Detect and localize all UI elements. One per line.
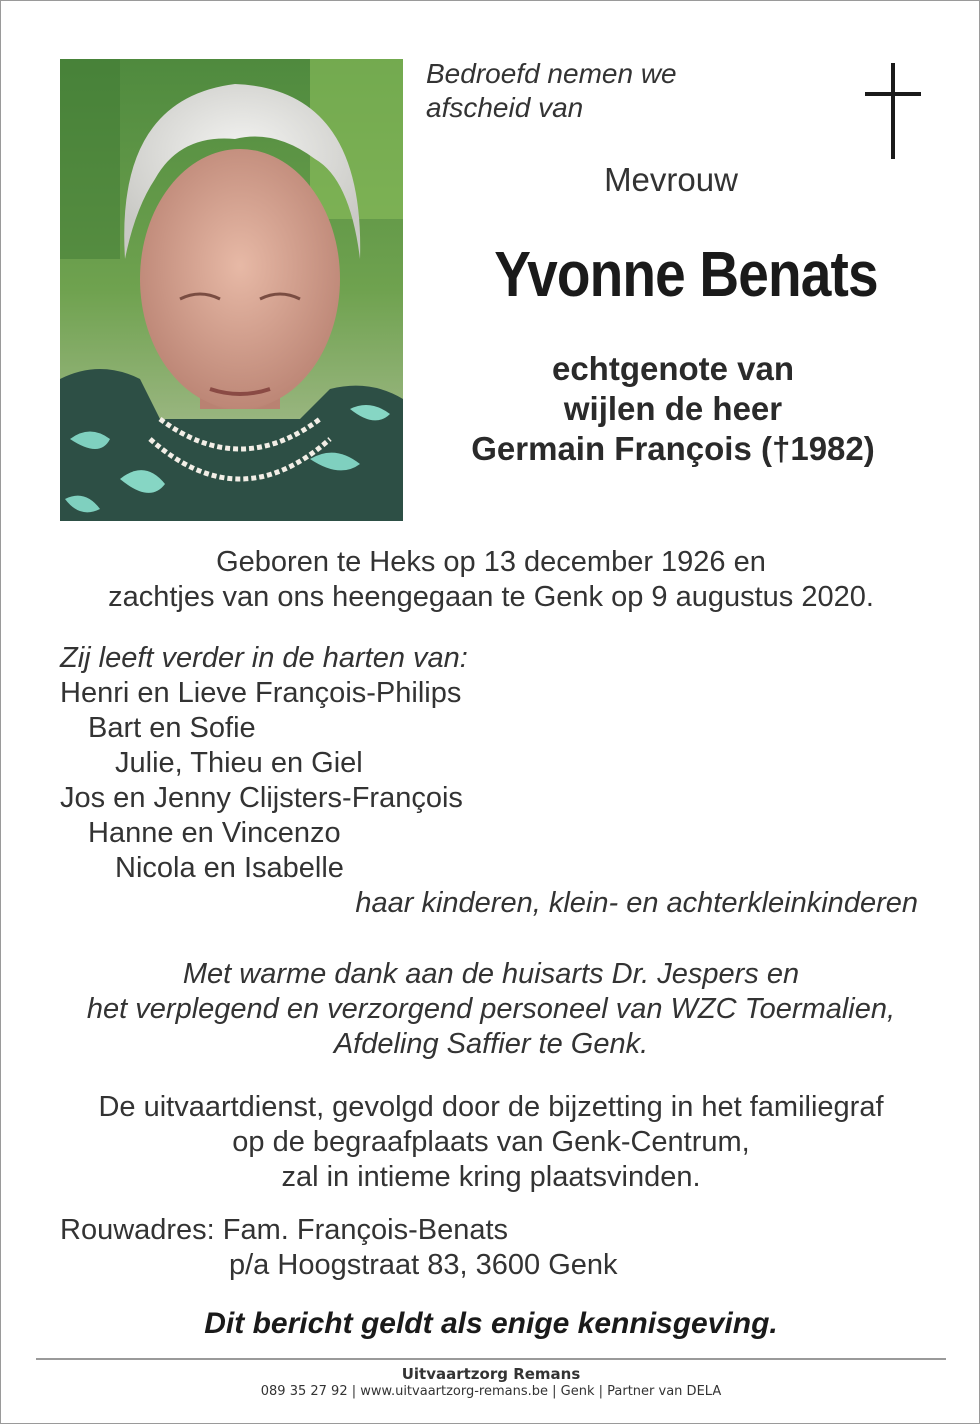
birth-line: Geboren te Heks op 13 december 1926 en <box>216 546 766 578</box>
portrait-image <box>60 59 403 521</box>
footer-divider <box>36 1358 946 1360</box>
notice-text: Dit bericht geldt als enige kennisgeving. <box>204 1307 778 1340</box>
death-line: zachtjes van ons heengegaan te Genk op 9 augustus 2020. <box>108 581 874 613</box>
thanks-line: het verplegend en verzorgend personeel van WZC Toermalien, <box>86 993 896 1025</box>
funeral-service-text <box>41 1090 941 1195</box>
spouse-info <box>431 349 915 469</box>
thanks-line: Afdeling Saffier te Genk. <box>333 1028 649 1060</box>
family-member: Hanne en Vincenzo <box>88 817 341 849</box>
family-list <box>60 641 940 921</box>
family-relation: haar kinderen, klein- en achterkleinkinderen <box>355 887 918 919</box>
latin-cross-icon <box>865 63 921 159</box>
service-line: zal in intieme kring plaatsvinden. <box>281 1161 701 1193</box>
intro-line: Bedroefd nemen we <box>426 58 677 89</box>
family-intro: Zij leeft verder in de harten van: <box>60 642 468 674</box>
service-line: op de begraafplaats van Genk-Centrum, <box>232 1126 750 1158</box>
family-member: Bart en Sofie <box>88 712 256 744</box>
honorific: Mevrouw <box>604 161 738 198</box>
spouse-line: echtgenote van <box>551 350 795 387</box>
deceased-name: Yvonne Benats <box>494 238 878 310</box>
undertaker-name: Uitvaartzorg Remans <box>401 1365 581 1383</box>
undertaker-contact: 089 35 27 92 | www.uitvaartzorg-remans.be | Genk | Partner van DELA <box>260 1384 722 1399</box>
portrait-photo <box>60 59 403 521</box>
mourning-address <box>60 1213 860 1283</box>
family-member: Henri en Lieve François-Philips <box>60 677 462 709</box>
service-line: De uitvaartdienst, gevolgd door de bijzetting in het familiegraf <box>98 1091 884 1123</box>
thanks-text <box>41 957 941 1062</box>
address-line: Rouwadres: Fam. François-Benats <box>60 1214 509 1246</box>
family-member: Nicola en Isabelle <box>115 852 344 884</box>
address-line: p/a Hoogstraat 83, 3600 Genk <box>229 1249 618 1281</box>
family-member: Julie, Thieu en Giel <box>115 747 363 779</box>
family-member: Jos en Jenny Clijsters-François <box>60 782 463 814</box>
intro-text <box>426 57 806 125</box>
spouse-line: wijlen de heer <box>563 390 783 427</box>
thanks-line: Met warme dank aan de huisarts Dr. Jespers en <box>182 958 800 990</box>
spouse-line: Germain François (†1982) <box>471 430 875 467</box>
birth-death-info <box>41 545 941 615</box>
intro-line: afscheid van <box>426 92 584 123</box>
